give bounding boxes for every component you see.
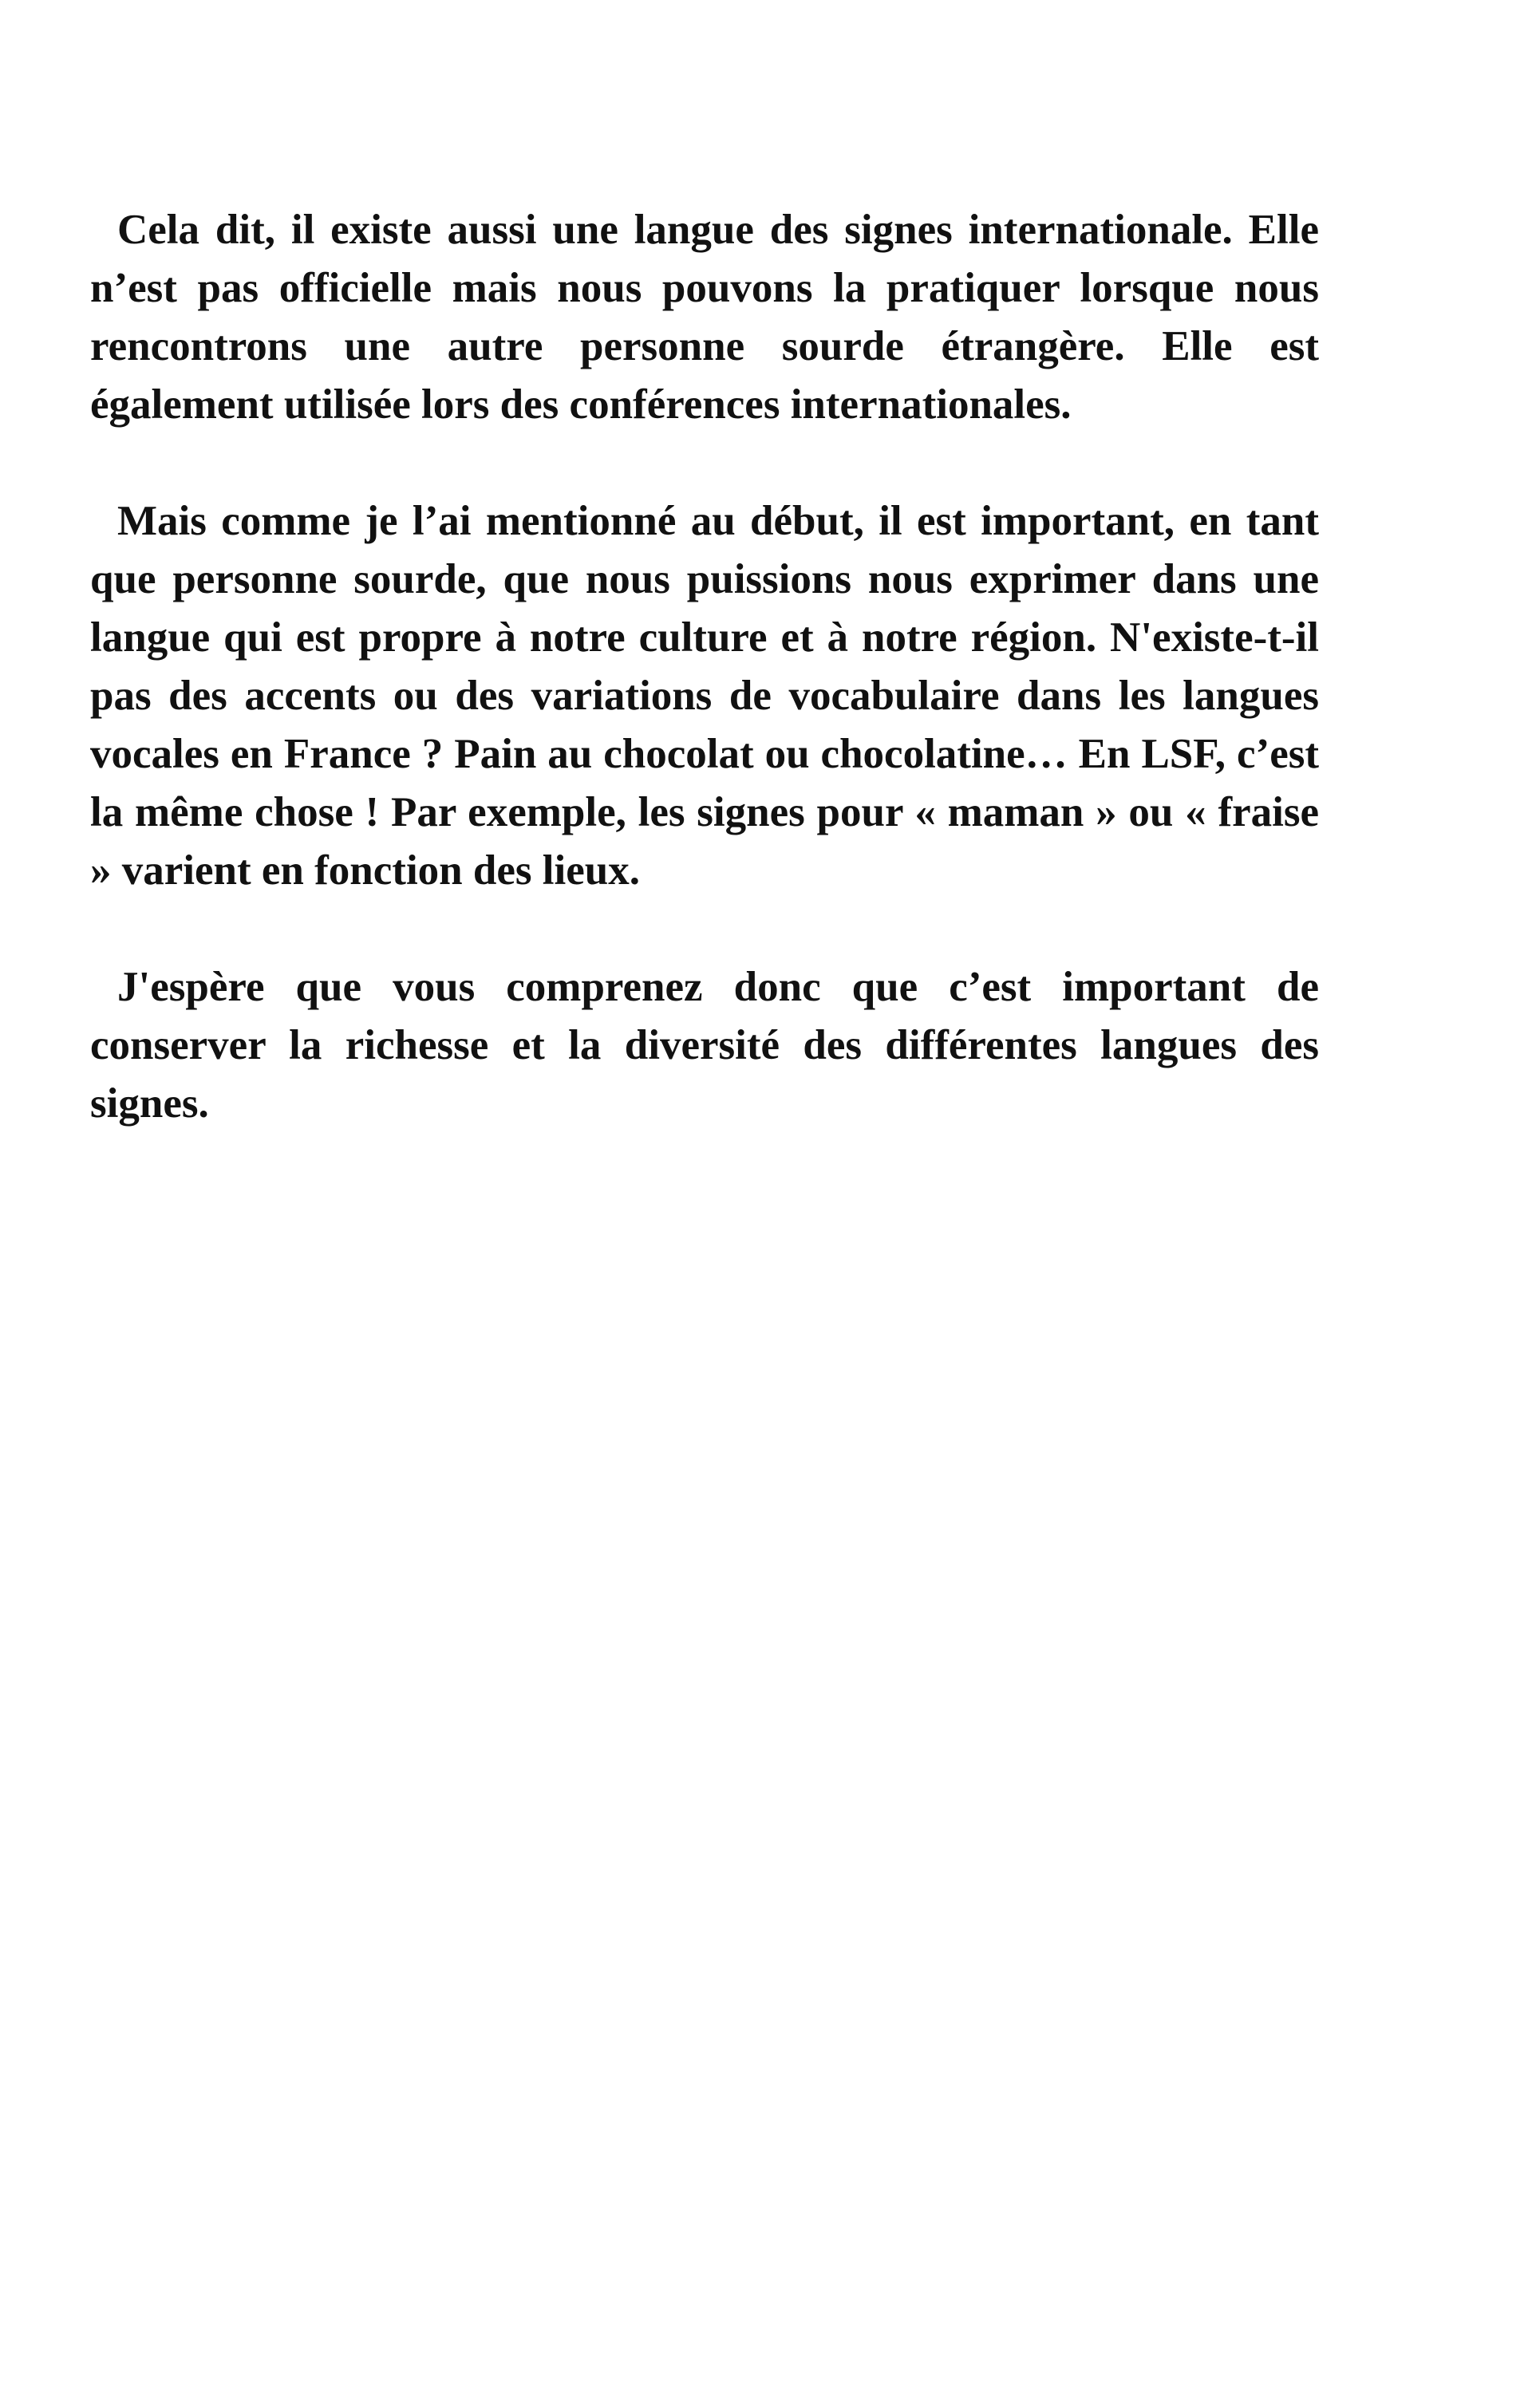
paragraph-international-sign-language: Cela dit, il existe aussi une langue des signes internationale. Elle n’est pas officielle mais nous pouvons la pratiquer lorsque nous rencontrons une autre personne sourde étrangère. Elle est également utilisée lors des conférences internationales. — [90, 207, 1319, 428]
paragraph-conclusion: J'espère que vous comprenez donc que c’est important de conserver la richesse et la diversité des différentes langues des signes. — [90, 964, 1319, 1127]
body-text — [90, 201, 1319, 1133]
paragraph-regional-variations: Mais comme je l’ai mentionné au début, il est important, en tant que personne sourde, que nous puissions nous exprimer dans une langue qui est propre à notre culture et à notre région. N'existe-t-il pas des accents ou des variations de vocabulaire dans les langues vocales en France ? Pain au chocolat ou chocolatine… En LSF, c’est la même chose ! Par exemple, les signes pour « maman » ou « fraise » varient en fonction des lieux. — [90, 498, 1319, 894]
